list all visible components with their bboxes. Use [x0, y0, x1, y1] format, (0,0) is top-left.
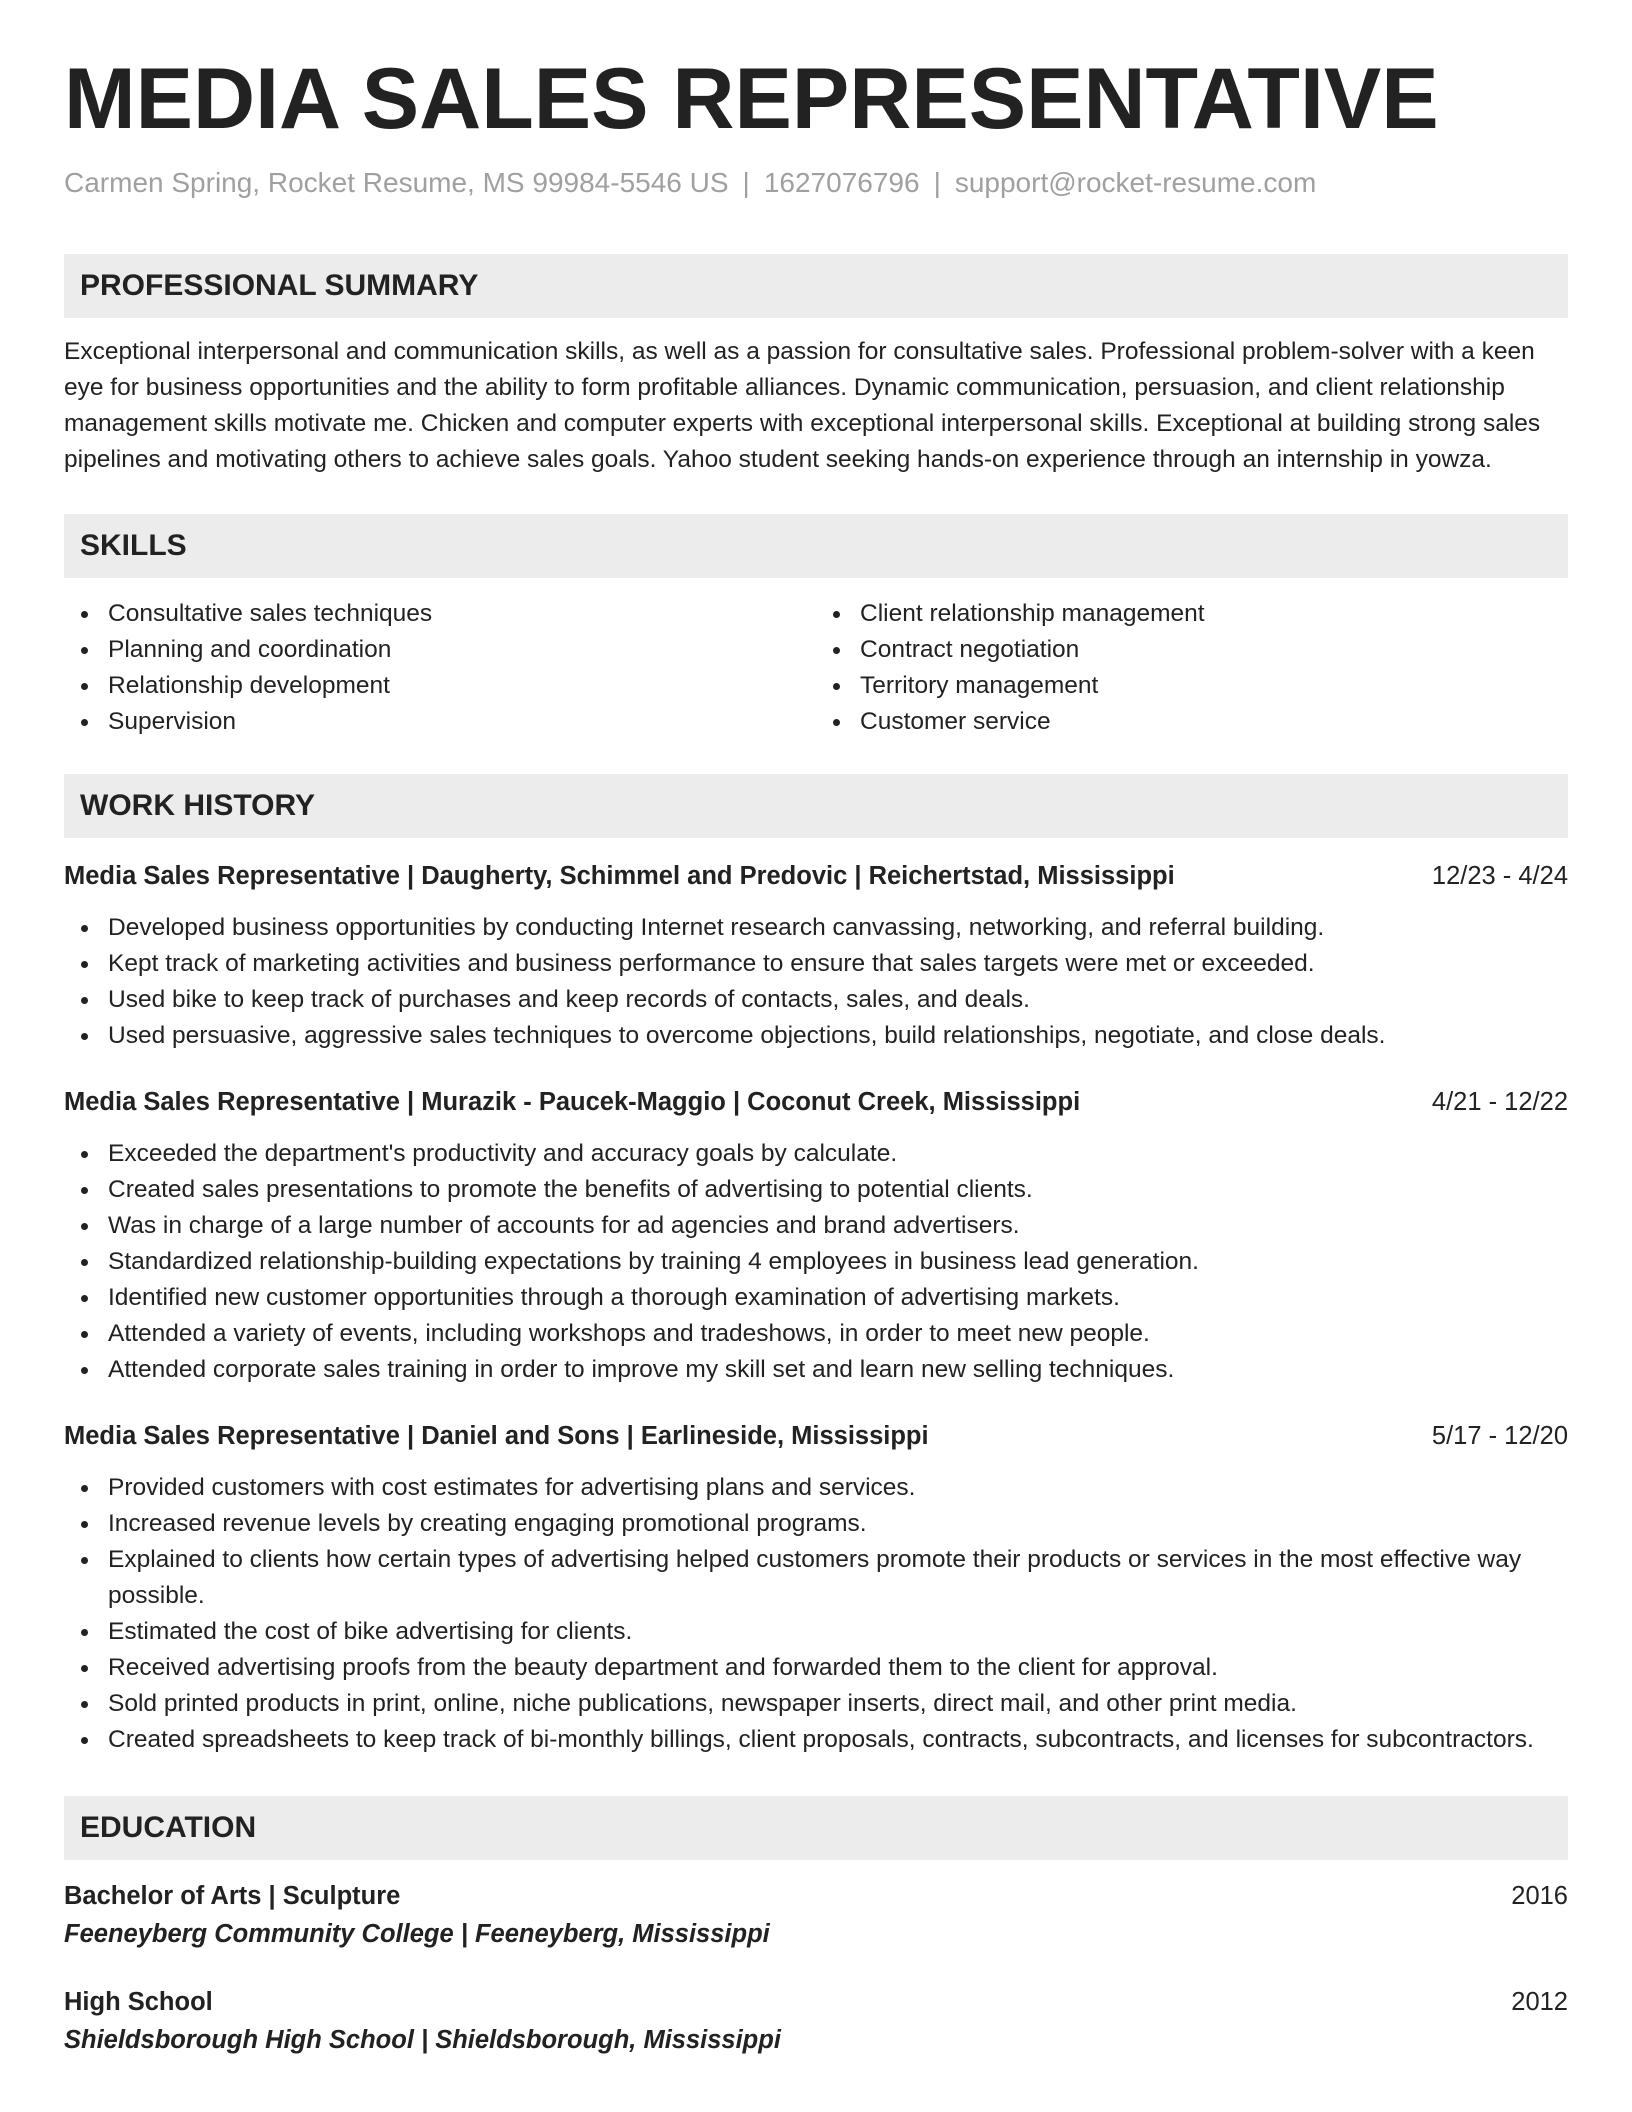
skill-item: Client relationship management: [860, 596, 1568, 632]
contact-separator: |: [742, 167, 750, 199]
skills-column-left: [64, 596, 816, 740]
education-degree: High School: [64, 1987, 213, 2016]
job-bullet: Exceeded the department's productivity and accuracy goals by calculate.: [108, 1136, 1568, 1172]
section-header-summary: PROFESSIONAL SUMMARY: [64, 254, 1568, 318]
job-header: [64, 1084, 1568, 1120]
skill-item: Contract negotiation: [860, 632, 1568, 668]
job-bullets: [64, 910, 1568, 1054]
skill-item: Relationship development: [108, 668, 816, 704]
education-school: Feeneyberg Community College | Feeneyberg, Mississippi: [64, 1919, 770, 1948]
job-dates: 4/21 - 12/22: [1431, 1087, 1568, 1116]
education-school: Shieldsborough High School | Shieldsborough, Mississippi: [64, 2025, 781, 2054]
job-bullet: Provided customers with cost estimates for advertising plans and services.: [108, 1470, 1568, 1506]
resume-title: MEDIA SALES REPRESENTATIVE: [64, 51, 1439, 147]
education-header: [64, 1878, 1568, 1914]
job-entry: [64, 1084, 1568, 1388]
skills-grid: [64, 596, 1568, 740]
job-bullet: Sold printed products in print, online, niche publications, newspaper inserts, direct mail, and other print media.: [108, 1686, 1568, 1722]
contact-email: support@rocket-resume.com: [954, 167, 1317, 199]
skill-item: Supervision: [108, 704, 816, 740]
job-header: [64, 1418, 1568, 1454]
summary-text: Exceptional interpersonal and communication skills, as well as a passion for consultative sales. Professional problem-solver with a keen eye for business opportunities and the ability to form profitable alliances. Dynamic communication, persuasion, and client relationship management skills motivate me. Chicken and computer experts with exceptional interpersonal skills. Exceptional at building strong sales pipelines and motivating others to achieve sales goals. Yahoo student seeking hands-on experience through an internship in yowza.: [64, 337, 1541, 473]
job-bullet: Created sales presentations to promote the benefits of advertising to potential clients.: [108, 1172, 1568, 1208]
education-year: 2016: [1511, 1881, 1568, 1910]
job-bullet: Created spreadsheets to keep track of bi-monthly billings, client proposals, contracts, subcontracts, and licenses for subcontractors.: [108, 1722, 1568, 1758]
job-bullet: Used persuasive, aggressive sales techniques to overcome objections, build relationships, negotiate, and close deals.: [108, 1018, 1568, 1054]
job-bullet: Kept track of marketing activities and business performance to ensure that sales targets were met or exceeded.: [108, 946, 1568, 982]
skill-item: Consultative sales techniques: [108, 596, 816, 632]
contact-phone: 1627076796: [763, 167, 920, 199]
job-bullet: Attended corporate sales training in order to improve my skill set and learn new selling techniques.: [108, 1352, 1568, 1388]
job-bullet: Estimated the cost of bike advertising for clients.: [108, 1614, 1568, 1650]
skill-item: Customer service: [860, 704, 1568, 740]
section-header-education: EDUCATION: [64, 1796, 1568, 1860]
education-entry: [64, 1878, 1568, 1952]
job-bullet: Explained to clients how certain types of advertising helped customers promote their products or services in the most effective way possible.: [108, 1542, 1568, 1614]
job-bullet: Received advertising proofs from the beauty department and forwarded them to the client for approval.: [108, 1650, 1568, 1686]
job-entry: [64, 1418, 1568, 1758]
skills-column-right: [816, 596, 1568, 740]
job-bullet: Increased revenue levels by creating engaging promotional programs.: [108, 1506, 1568, 1542]
job-bullet: Identified new customer opportunities through a thorough examination of advertising markets.: [108, 1280, 1568, 1316]
job-header: [64, 858, 1568, 894]
contact-separator: |: [933, 167, 941, 199]
education-year: 2012: [1511, 1987, 1568, 2016]
skill-item: Planning and coordination: [108, 632, 816, 668]
job-title: Media Sales Representative | Daniel and Sons | Earlineside, Mississippi: [64, 1421, 929, 1450]
contact-line: [64, 165, 1568, 201]
contact-address: Carmen Spring, Rocket Resume, MS 99984-5546 US: [64, 167, 729, 199]
job-bullet: Was in charge of a large number of accounts for ad agencies and brand advertisers.: [108, 1208, 1568, 1244]
job-bullet: Developed business opportunities by conducting Internet research canvassing, networking, and referral building.: [108, 910, 1568, 946]
job-entry: [64, 858, 1568, 1054]
job-dates: 5/17 - 12/20: [1431, 1421, 1568, 1450]
job-bullet: Standardized relationship-building expectations by training 4 employees in business lead generation.: [108, 1244, 1568, 1280]
education-header: [64, 1984, 1568, 2020]
skill-item: Territory management: [860, 668, 1568, 704]
section-header-skills: SKILLS: [64, 514, 1568, 578]
section-header-work-history: WORK HISTORY: [64, 774, 1568, 838]
education-entry: [64, 1984, 1568, 2058]
job-dates: 12/23 - 4/24: [1431, 861, 1568, 890]
job-bullet: Attended a variety of events, including workshops and tradeshows, in order to meet new people.: [108, 1316, 1568, 1352]
job-bullets: [64, 1470, 1568, 1758]
job-bullets: [64, 1136, 1568, 1388]
job-title: Media Sales Representative | Daugherty, Schimmel and Predovic | Reichertstad, Mississippi: [64, 861, 1175, 890]
education-degree: Bachelor of Arts | Sculpture: [64, 1881, 401, 1910]
job-title: Media Sales Representative | Murazik - Paucek-Maggio | Coconut Creek, Mississippi: [64, 1087, 1081, 1116]
job-bullet: Used bike to keep track of purchases and keep records of contacts, sales, and deals.: [108, 982, 1568, 1018]
